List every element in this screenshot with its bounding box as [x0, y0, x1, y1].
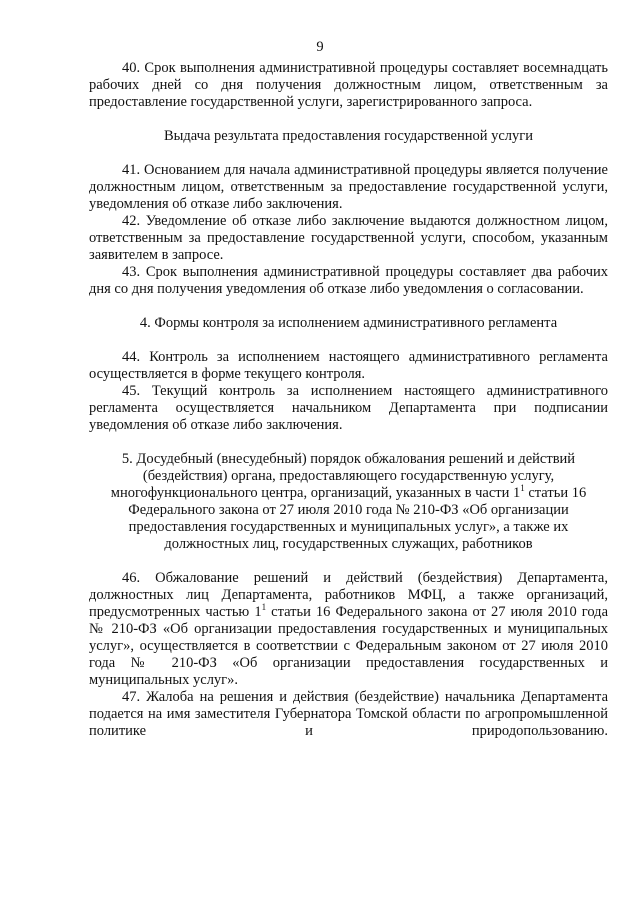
paragraph-47: 47. Жалоба на решения и действия (бездействие) начальника Департамента подается на имя заместителя Губернатора Томской области по агропромышленной политике и природопользованию.	[89, 689, 608, 739]
paragraph-46-text-a: 46. Обжалование решений и действий (бездействия) Департамента, должностных лиц Департамента, работников МФЦ, а также организаций, предусмотренных частью 1	[89, 570, 608, 620]
section-heading-5	[89, 451, 608, 553]
heading-5-text-a: 5. Досудебный (внесудебный) порядок обжалования решений и действий (бездействия) органа, предоставляющего государственную услугу, многофункционального центра, организаций, указанных в части 1	[110, 451, 576, 501]
section-heading-result: Выдача результата предоставления государственной услуги	[164, 128, 533, 144]
paragraph-46	[89, 570, 608, 689]
heading-5-text-b: статьи 16 Федерального закона от 27 июля 2010 года № 210-ФЗ «Об организации предоставления государственных и муниципальных услуг», а также их должностных лиц, государственных служащих, работников	[128, 485, 587, 552]
paragraph-40: 40. Срок выполнения административной процедуры составляет восемнадцать рабочих дней со дня получения должностным лицом, ответственным за предоставление государственной услуги, зарегистрированного запроса.	[89, 60, 608, 110]
superscript-1: 1	[520, 483, 525, 494]
paragraph-46-text-b: статьи 16 Федерального закона от 27 июля 2010 года № 210-ФЗ «Об организации предоставления государственных и муниципальных услуг», осуществляется в соответствии с Федеральным законом от 27 июля 2010 года № 210-ФЗ «Об организации предоставления государственных и муниципальных услуг».	[89, 604, 608, 688]
section-heading-4: 4. Формы контроля за исполнением административного регламента	[139, 315, 558, 331]
paragraph-42: 42. Уведомление об отказе либо заключение выдаются должностном лицом, ответственным за предоставление государственной услуги, способом, указанным заявителем в запросе.	[89, 213, 608, 263]
paragraph-44: 44. Контроль за исполнением настоящего административного регламента осуществляется в форме текущего контроля.	[89, 349, 608, 382]
document-body	[89, 60, 608, 740]
superscript-1: 1	[261, 602, 267, 613]
paragraph-45: 45. Текущий контроль за исполнением настоящего административного регламента осуществляется начальником Департамента при подписании уведомления об отказе либо заключения.	[89, 383, 608, 433]
paragraph-43: 43. Срок выполнения административной процедуры составляет два рабочих дня со дня получения уведомления об отказе либо уведомления о согласовании.	[89, 264, 608, 297]
page-number: 9	[316, 39, 324, 55]
paragraph-41: 41. Основанием для начала административной процедуры является получение должностным лицом, ответственным за предоставление государственной услуги, уведомления об отказе либо заключения.	[89, 162, 608, 212]
